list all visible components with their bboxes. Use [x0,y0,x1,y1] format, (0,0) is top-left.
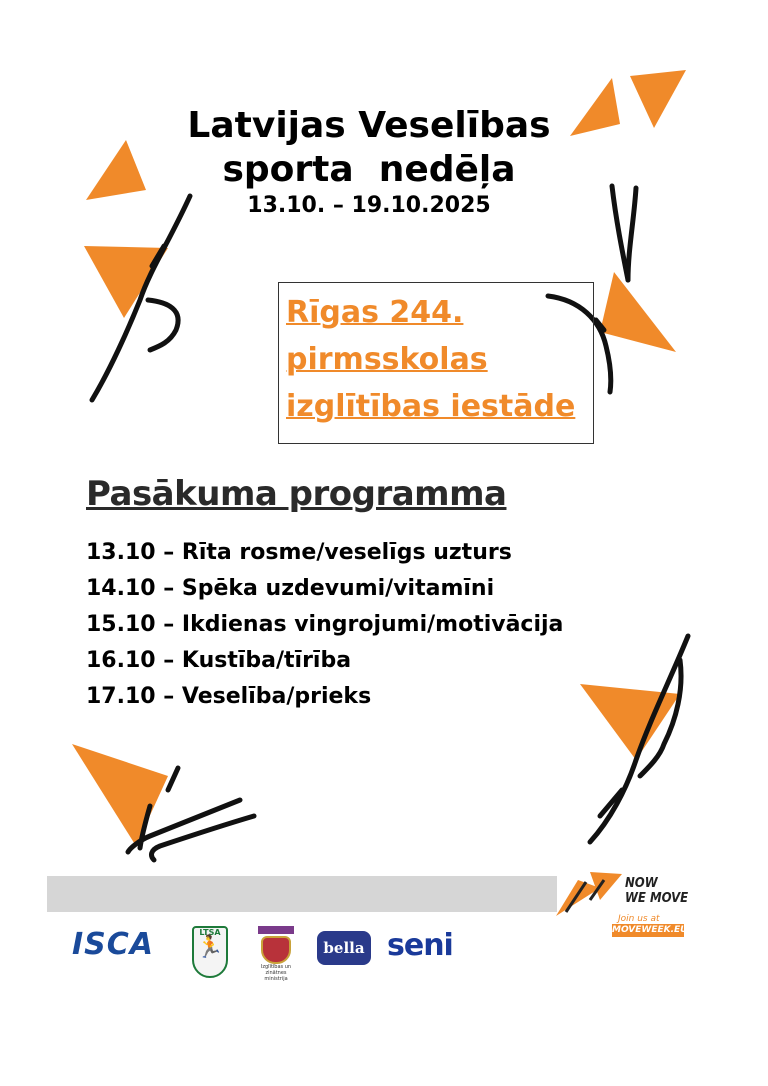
moveweek-slogan [625,876,688,906]
seni-logo-text: seni [387,928,453,963]
moveweek-join: Join us at [618,914,660,924]
moveweek-slogan-line-2: WE MOVE [625,891,689,906]
bella-logo: bella [317,931,371,965]
stick-figure-left-icon [84,196,190,400]
title-line-1: Latvijas Veselības [187,105,551,146]
school-line-1: Rīgas 244. [286,295,464,330]
lsa-logo-text: LTSA [199,928,221,937]
moveweek-logo-icon [556,872,622,916]
program-item: 14.10 – Spēka uzdevumi/vitamīni [86,576,495,601]
stick-figure-right-bottom-icon [580,636,688,842]
program-item: 15.10 – Ikdienas vingrojumi/motivācija [86,612,564,637]
program-item: 16.10 – Kustība/tīrība [86,648,352,673]
program-item: 17.10 – Veselība/prieks [86,684,372,709]
runner-icon: 🏃 [196,935,224,960]
school-box [278,282,594,444]
program-list [86,535,563,715]
coat-of-arms-icon [261,936,291,964]
ministry-caption: Izglītības un zinātnes ministrija [260,964,292,982]
program-heading: Pasākuma programma [86,474,507,514]
school-line-2: pirmsskolas [286,342,488,377]
school-line-3: izglītības iestāde [286,389,576,424]
footer-bar [47,876,557,912]
event-dates: 13.10. – 19.10.2025 [247,193,491,218]
ministry-stripe [258,926,294,934]
lsa-logo [192,926,228,978]
event-title [0,104,768,220]
ministry-logo [254,926,298,982]
moveweek-url: MOVEWEEK.EU [612,925,688,935]
title-line-2: sporta nedēļa [222,149,516,190]
moveweek-slogan-line-1: NOW [625,876,658,891]
stick-figure-left-bottom-icon [72,744,254,860]
seni-logo [387,928,453,963]
program-item: 13.10 – Rīta rosme/veselīgs uzturs [86,540,512,565]
isca-logo: ISCA [72,927,155,962]
